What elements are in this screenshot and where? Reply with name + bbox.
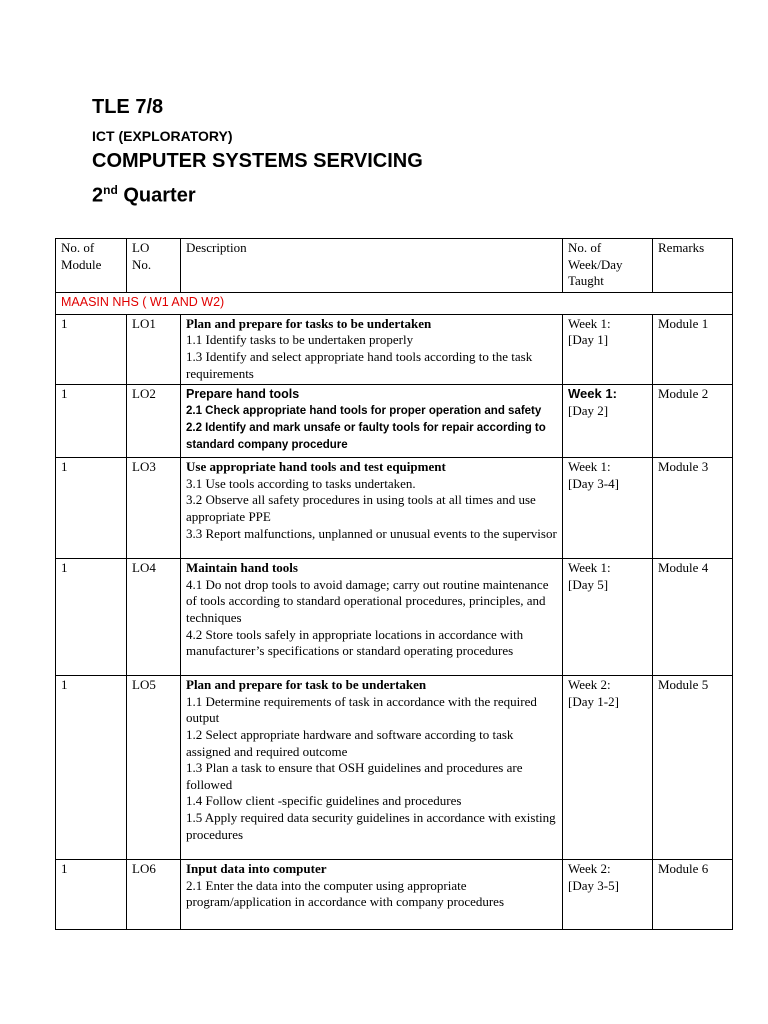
- description-cell: [181, 559, 563, 676]
- header-week: No. of Week/Day Taught: [563, 239, 653, 293]
- description-line: 1.5 Apply required data security guidelines in accordance with existing procedures: [186, 809, 556, 842]
- description-line: 3.3 Report malfunctions, unplanned or unusual events to the supervisor: [186, 525, 557, 541]
- module-cell: 1: [56, 458, 127, 559]
- header-module: No. of Module: [56, 239, 127, 293]
- table-row: [56, 458, 733, 559]
- table-row: [56, 385, 733, 458]
- week-cell: Week 2: [Day 3-5]: [563, 860, 653, 930]
- description-line: 2.1 Enter the data into the computer using appropriate program/application in accordance with company procedures: [186, 877, 505, 910]
- quarter-heading: [92, 183, 196, 208]
- header-description: Description: [181, 239, 563, 293]
- description-cell: [181, 314, 563, 384]
- description-title: Prepare hand tools: [186, 387, 300, 402]
- lo-cell: LO5: [127, 676, 181, 860]
- description-line: 4.1 Do not drop tools to avoid damage; carry out routine maintenance of tools according to standard operational procedures, principles, and techniques: [186, 576, 549, 625]
- description-line: 1.2 Select appropriate hardware and software according to task assigned and required outcome: [186, 726, 514, 759]
- module-cell: 1: [56, 559, 127, 676]
- table-row: [56, 860, 733, 930]
- description-cell: [181, 458, 563, 559]
- header-remarks: Remarks: [653, 239, 733, 293]
- school-label: MAASIN NHS ( W1 AND W2): [56, 292, 733, 314]
- description-line: 2.1 Check appropriate hand tools for proper operation and safety: [186, 405, 542, 418]
- remarks-cell: Module 3: [653, 458, 733, 559]
- description-cell: [181, 385, 563, 458]
- remarks-cell: Module 2: [653, 385, 733, 458]
- lo-cell: LO1: [127, 314, 181, 384]
- description-title: Plan and prepare for task to be undertaken: [186, 677, 427, 693]
- description-title: Input data into computer: [186, 861, 327, 877]
- week-cell: Week 1: [Day 1]: [563, 314, 653, 384]
- description-line: 1.1 Identify tasks to be undertaken properly: [186, 332, 414, 348]
- table-row: [56, 314, 733, 384]
- table-row: [56, 559, 733, 676]
- description-title: Use appropriate hand tools and test equipment: [186, 459, 446, 475]
- description-line: 3.2 Observe all safety procedures in using tools at all times and use appropriate PPE: [186, 492, 536, 524]
- school-row: [56, 292, 733, 314]
- description-line: 2.2 Identify and mark unsafe or faulty tools for repair according to standard company procedure: [186, 422, 546, 452]
- remarks-cell: Module 4: [653, 559, 733, 676]
- document-title: TLE 7/8: [92, 96, 164, 118]
- description-cell: [181, 860, 563, 930]
- module-cell: 1: [56, 860, 127, 930]
- remarks-cell: Module 5: [653, 676, 733, 860]
- module-cell: 1: [56, 385, 127, 458]
- module-cell: 1: [56, 676, 127, 860]
- document-subtitle: ICT (EXPLORATORY): [92, 128, 233, 144]
- learning-plan-table: [55, 238, 733, 930]
- lo-cell: LO3: [127, 458, 181, 559]
- description-line: 3.1 Use tools according to tasks undertaken.: [186, 475, 416, 491]
- module-cell: 1: [56, 314, 127, 384]
- week-cell: Week 1: [Day 2]: [563, 385, 653, 458]
- week-cell: Week 2: [Day 1-2]: [563, 676, 653, 860]
- quarter-number: 2: [92, 184, 104, 207]
- lo-cell: LO6: [127, 860, 181, 930]
- description-cell: [181, 676, 563, 860]
- description-line: 1.4 Follow client -specific guidelines and procedures: [186, 793, 462, 809]
- course-title: COMPUTER SYSTEMS SERVICING: [92, 150, 423, 172]
- week-cell: Week 1: [Day 3-4]: [563, 458, 653, 559]
- description-line: 1.1 Determine requirements of task in accordance with the required output: [186, 693, 537, 726]
- description-line: 1.3 Identify and select appropriate hand tools according to the task requirements: [186, 348, 533, 381]
- description-line: 4.2 Store tools safely in appropriate locations in accordance with manufacturer’s specifications or standard operating procedures: [186, 626, 524, 659]
- table-header-row: [56, 239, 733, 293]
- description-line: 1.3 Plan a task to ensure that OSH guidelines and procedures are followed: [186, 760, 523, 792]
- quarter-word: Quarter: [117, 184, 196, 207]
- description-title: Plan and prepare for tasks to be undertaken: [186, 315, 432, 331]
- remarks-cell: Module 1: [653, 314, 733, 384]
- week-cell: Week 1: [Day 5]: [563, 559, 653, 676]
- quarter-suffix: nd: [103, 183, 118, 197]
- remarks-cell: Module 6: [653, 860, 733, 930]
- lo-cell: LO2: [127, 385, 181, 458]
- header-lo: LO No.: [127, 239, 181, 293]
- description-title: Maintain hand tools: [186, 560, 298, 576]
- lo-cell: LO4: [127, 559, 181, 676]
- table-row: [56, 676, 733, 860]
